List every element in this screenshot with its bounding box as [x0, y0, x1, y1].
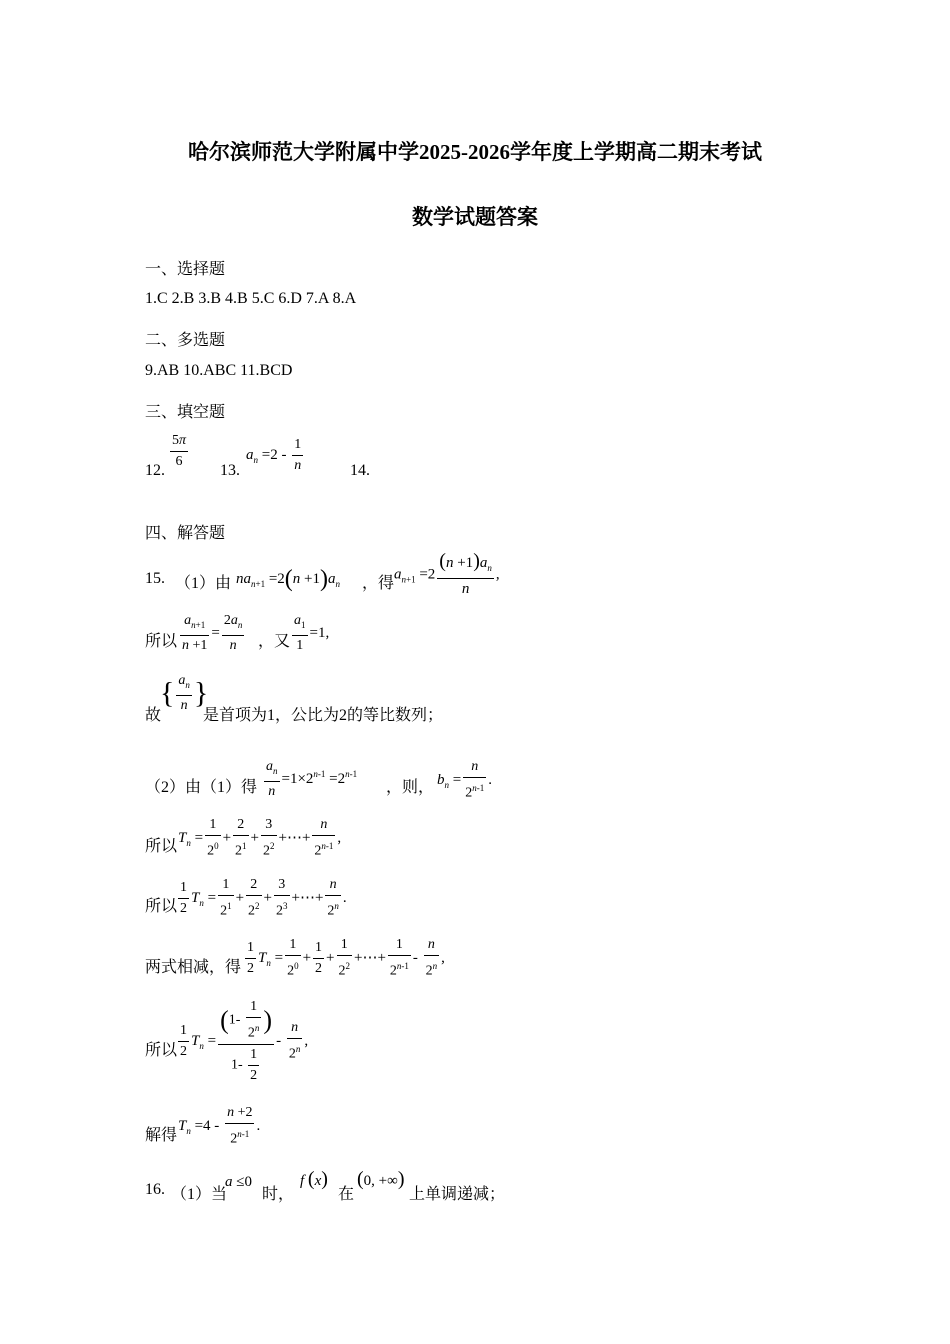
- q15-tn-formula: $T_n$ = $\frac{1}{2^0}$ + $\frac{2}{2^1}$ + $\frac{3}{2^2}$ +⋯+ $\frac{n}{2^{n-1}}$ ,: [178, 817, 342, 859]
- choice-answers: 1.C 2.B 3.B 4.B 5.C 6.D 7.A 8.A: [145, 290, 357, 307]
- q16-shi-text: 时，: [262, 1186, 295, 1203]
- q15-part2-text: （2）由（1）得: [145, 779, 258, 796]
- q13-label: 13.: [220, 462, 240, 479]
- q16-interval-formula: (0, +∞): [357, 1168, 405, 1190]
- q12-answer: $\frac{5\pi}{6}$: [172, 433, 187, 469]
- q15-ratio-formula: $\frac{a_{n+1}}{n +1}$ = $\frac{2a_n}{n}$: [182, 613, 243, 653]
- section-heading-multi: 二、多选题: [145, 332, 226, 349]
- section-heading-choice: 一、选择题: [145, 261, 226, 278]
- q15-suoyi4-text: 所以: [145, 1042, 178, 1059]
- q16-condition-formula: a ≤0: [225, 1174, 252, 1190]
- q15-ze-text: ，则，: [386, 779, 435, 796]
- q15-derived-formula: $a_{n+1} =2$ $\frac{(n +1)a_n}{n}$ ,: [394, 550, 500, 597]
- q15-suoyi-text: 所以: [145, 633, 178, 650]
- q12-label: 12.: [145, 462, 165, 479]
- q15-liangshi-text: 两式相减，得: [145, 959, 242, 976]
- q15-half-tn-formula: $\frac{1}{2}$ $T_n$ = $\frac{1}{2^1}$ + $\frac{2}{2^2}$ + $\frac{3}{2^3}$ +⋯+ $\frac{n}{2^n}$ .: [180, 877, 347, 919]
- q15-sequence-brace: { $\frac{a_n}{n}$ }: [160, 673, 209, 713]
- section-heading-solve: 四、解答题: [145, 525, 226, 542]
- q15-recurrence-formula: $na_{n+1} =2(n +1)a_n$: [236, 566, 341, 592]
- q15-part1-text: （1）由: [175, 575, 232, 592]
- q14-label: 14.: [350, 462, 370, 479]
- q15-bn-formula: $b_n$ = $\frac{n}{2^{n-1}}$ .: [437, 759, 492, 801]
- section-heading-fill: 三、填空题: [145, 404, 226, 421]
- q15-de-text: ，得: [362, 575, 395, 592]
- q15-you-text: ，又: [258, 633, 291, 650]
- q13-answer: $a_n =2$ - $\frac{1}{n}$: [246, 437, 302, 473]
- q15-jiede-text: 解得: [145, 1127, 178, 1144]
- q16-part1-text: （1）当: [171, 1186, 228, 1203]
- q15-suoyi2-text: 所以: [145, 838, 178, 855]
- document-subtitle: 数学试题答案: [412, 205, 538, 229]
- q15-geometric-formula: $\frac{1}{2}$ $T_n$ = (1- $\frac{1}{2^n}$ ) 1- $\frac{1}{2}$ - $\frac{n}{2^n}$ ,: [180, 999, 309, 1083]
- q16-zai-text: 在: [338, 1186, 355, 1203]
- q15-suoyi3-text: 所以: [145, 898, 178, 915]
- multi-answers: 9.AB 10.ABC 11.BCD: [145, 362, 293, 379]
- document-title: 哈尔滨师范大学附属中学2025-2026学年度上学期高二期末考试: [188, 140, 762, 164]
- q16-function-formula: f (x): [300, 1168, 328, 1190]
- q15-gu-conclusion: 是首项为1，公比为2的等比数列；: [203, 707, 444, 724]
- q15-gu-text: 故: [145, 707, 162, 724]
- q15-result-formula: $T_n =4$ - $\frac{n +2}{2^{n-1}}$ .: [178, 1105, 261, 1147]
- q16-tail-text: 上单调递减；: [409, 1186, 506, 1203]
- q15-initial-formula: $\frac{a_1}{1}$ =1,: [294, 613, 330, 653]
- q15-an-over-n-formula: $\frac{a_n}{n}$ $=1\times 2^{n-1} =2^{n-1}$: [266, 759, 358, 799]
- q15-subtract-formula: $\frac{1}{2}$ $T_n$ = $\frac{1}{2^0}$ + $\frac{1}{2}$ + $\frac{1}{2^2}$ +⋯+ $\frac{1}{2^{n-1}}$ - $\frac{n}{2^n}$ ,: [247, 937, 445, 979]
- q16-label: 16.: [145, 1181, 165, 1198]
- q15-label: 15.: [145, 570, 165, 587]
